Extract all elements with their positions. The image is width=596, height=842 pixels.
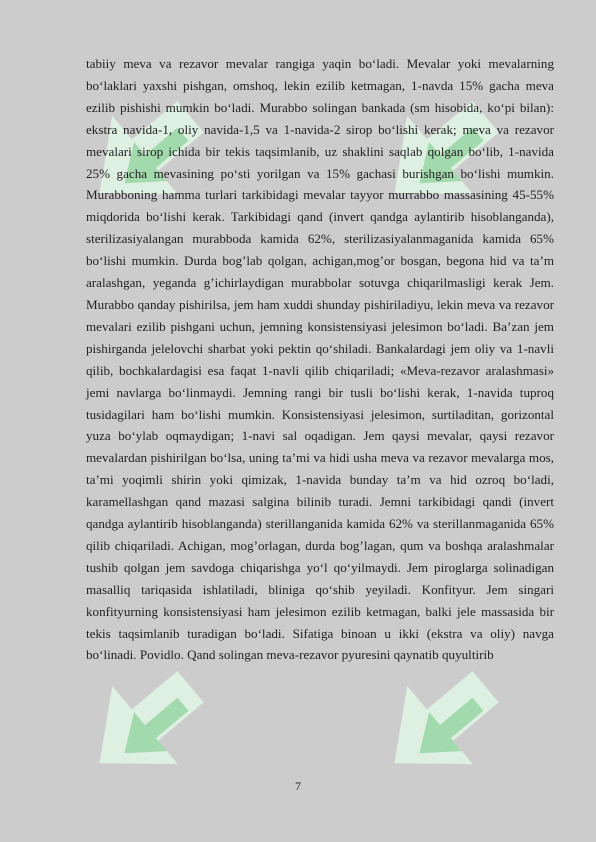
body-paragraph: tabiiy meva va rezavor mevalar rangiga yaqin bo‘ladi. Mevalar yoki mevalarning bo‘laklari yaxshi pishgan, omshoq, lekin ezilib ketmagan, 1-navda 15% gacha meva ezilib pishishi mumkin bo‘ladi. Murabbo solingan bankada (sm hisobida, ko‘pi bilan): ekstra navida-1, oliy navida-1,5 va 1-navida-2 sirop bo‘lishi kerak; meva va rezavor mevalari sirop ichida bir tekis taqsimlanib, uz shaklini saqlab qolgan bo‘lib, 1-navida 25% gacha mevasining po‘sti yorilgan va 15% gachasi burishgan bo‘lishi mumkin. Murabboning hamma turlari tarkibidagi mevalar tayyor murrabbo massasining 45-55% miqdorida bo‘lishi kerak. Tarkibidagi qand (invert qandga aylantirib hisoblanganda), sterilizasiyalangan murabboda kamida 62%, sterilizasiyalanmaganida kamida 65% bo‘lishi mumkin. Durda bog’lab qolgan, achigan,mog’or bosgan, begona hid va ta’m aralashgan, yeganda g’ichirlaydigan murabbolar sotuvga chiqarilmasligi kerak Jem. Murabbo qanday pishirilsa, jem ham xuddi shunday pishiriladiyu, lekin meva va rezavor mevalari ezilib pishgani uchun, jemning konsistensiyasi jelesimon bo‘ladi. Ba’zan jem pishirganda jelelovchi sharbat yoki pektin qo‘shiladi. Bankalardagi jem oliy va 1-navli qilib, bochkalardagisi esa faqat 1-navli qilib chiqariladi; «Meva-rezavor aralashmasi» jemi navlarga bo‘linmaydi. Jemning rangi bir tusli bo‘lishi kerak, 1-navida tuproq tusidagilari ham bo‘lishi mumkin. Konsistensiyasi jelesimon, surtiladitan, gorizontal yuza bo‘ylab oqmaydigan; 1-navi sal oqadigan. Jem qaysi mevalar, qaysi rezavor mevalardan pishirilgan bo‘lsa, uning ta’mi va hidi usha meva va rezavor mevalarga mos, ta’mi yoqimli shirin yoki qimizak, 1-navida bunday ta’m va hid ozroq bo‘ladi, karamellashgan qand mazasi salgina bilinib turadi. Jemni tarkibidagi qandi (invert qandga aylantirib hisoblanganda) sterillanganida kamida 62% va sterillanmaganida 65% qilib chiqariladi. Achigan, mog’orlagan, durda bog’lagan, qum va boshqa aralashmalar tushib qolgan jem savdoga chiqarishga yo‘l qo‘yilmaydi. Jem piroglarga solinadigan masalliq tariqasida ishlatiladi, bliniga qo‘shib yeyiladi. Konfityur. Jem singari konfityurning konsistensiyasi ham jelesimon ezilib ketmagan, balki jele massasida bir tekis taqsimlanib turadigan bo‘ladi. Sifatiga binoan u ikki (ekstra va oliy) navga bo‘linadi. Povidlo. Qand solingan meva-rezavor pyuresini qaynatib quyultirib [86,56,554,663]
page-number: 7 [295,779,301,793]
